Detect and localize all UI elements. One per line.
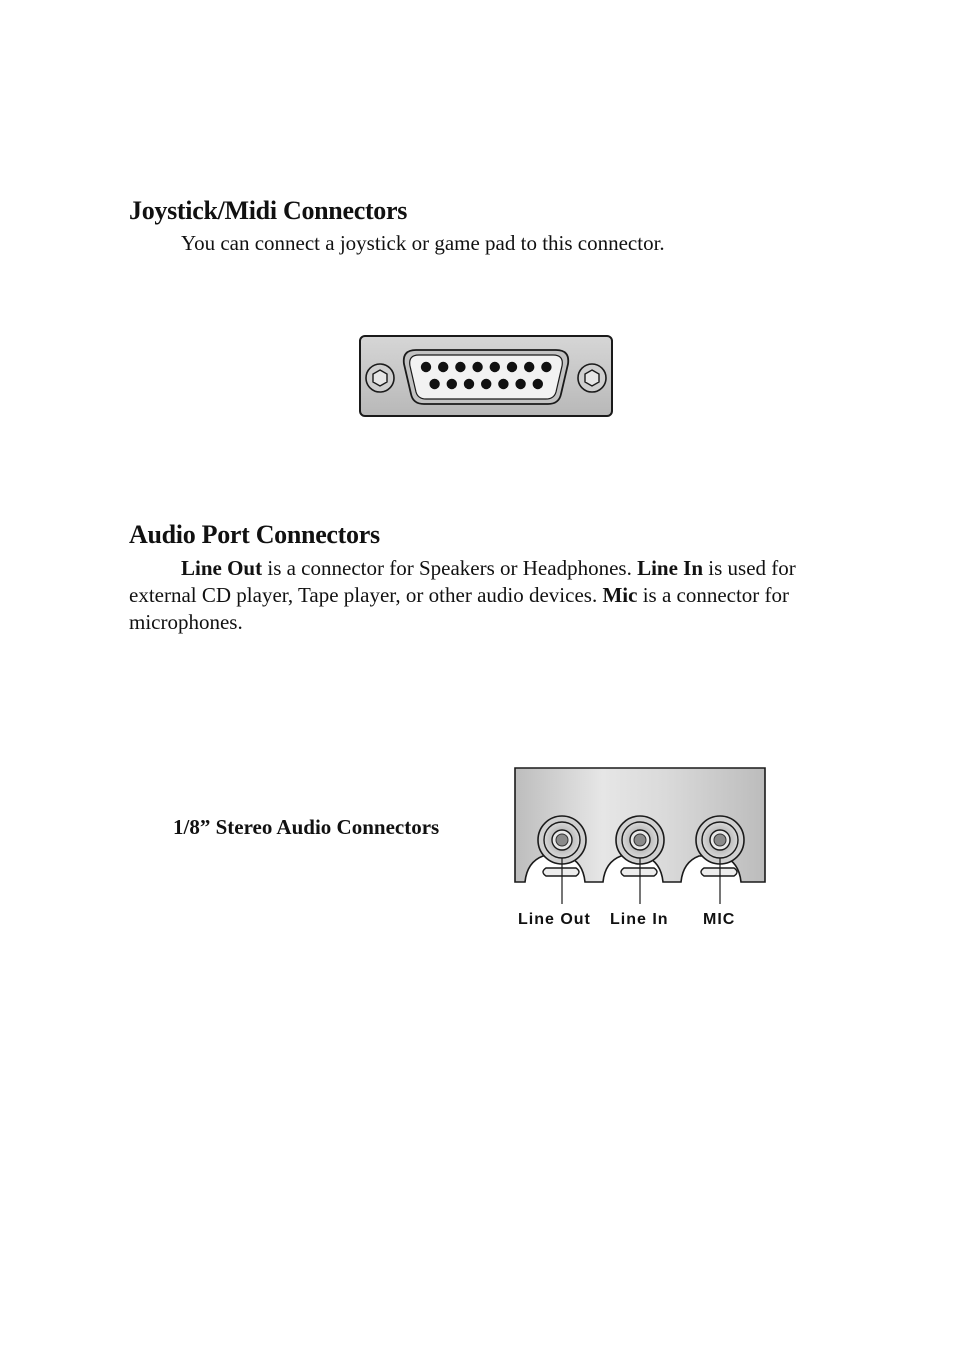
line-in-term: Line In	[637, 556, 704, 580]
pin	[541, 362, 551, 372]
audio-section-title: Audio Port Connectors	[129, 520, 380, 549]
pin	[438, 362, 448, 372]
port-label-mic: MIC	[703, 911, 736, 928]
pin	[429, 379, 439, 389]
port-label-line-in: Line In	[610, 911, 669, 928]
mic-term: Mic	[602, 583, 638, 607]
audio-text-3: is a connector for microphones.	[129, 583, 790, 634]
stereo-audio-caption: 1/8” Stereo Audio Connectors	[173, 815, 440, 839]
pin	[533, 379, 543, 389]
pin	[472, 362, 482, 372]
pin	[515, 379, 525, 389]
pin	[507, 362, 517, 372]
pin	[455, 362, 465, 372]
audio-text-1: is a connector for Speakers or Headphones.	[262, 556, 638, 580]
audio-jacks-figure	[513, 766, 769, 914]
line-out-term: Line Out	[181, 556, 263, 580]
db15-game-port-icon	[358, 334, 614, 420]
pin	[464, 379, 474, 389]
pin	[421, 362, 431, 372]
audio-description	[129, 555, 829, 636]
joystick-section-title: Joystick/Midi Connectors	[129, 196, 408, 225]
port-label-line-out: Line Out	[518, 911, 591, 928]
pin	[481, 379, 491, 389]
pin	[524, 362, 534, 372]
audio-text-2: is used for external CD player, Tape player, or other audio devices.	[129, 556, 796, 607]
pin	[498, 379, 508, 389]
pin	[490, 362, 500, 372]
pin	[447, 379, 457, 389]
joystick-description: You can connect a joystick or game pad to this connector.	[181, 231, 665, 255]
